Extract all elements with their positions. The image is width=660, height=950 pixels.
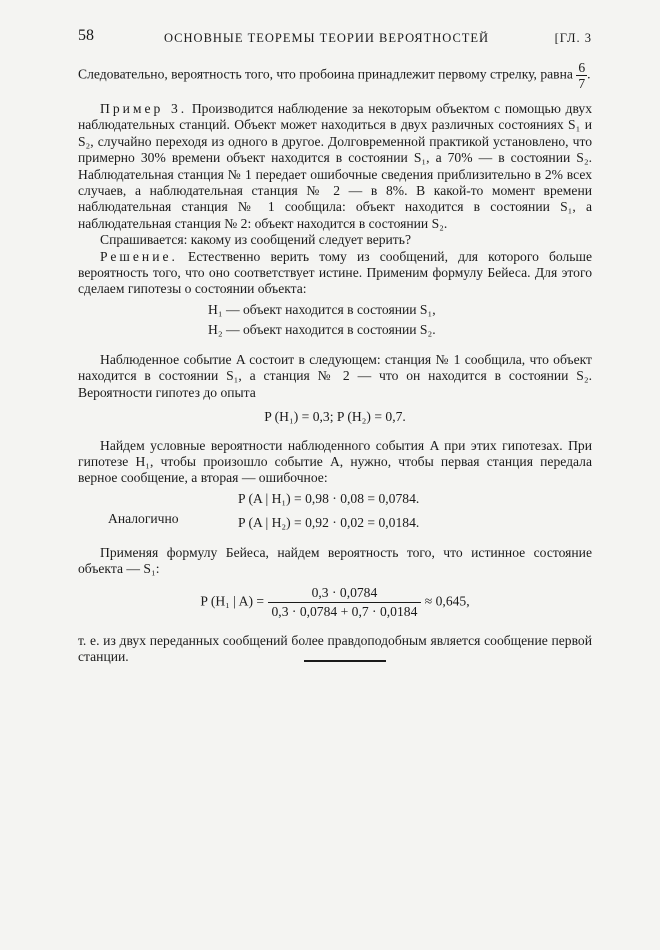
page-number: 58: [78, 27, 94, 44]
equation-cond-h2: P (A | H₂) = 0,92 · 0,02 = 0,0184.: [238, 514, 420, 530]
paragraph-end: .: [587, 66, 591, 82]
running-header: [78, 28, 592, 50]
paragraph-solution: [78, 249, 592, 298]
example-label: Пример 3.: [100, 101, 188, 116]
hypotheses-list: [208, 302, 592, 342]
bayes-numerator: 0,3 · 0,0784: [268, 584, 422, 603]
paragraph-conclusion-prev: [78, 60, 592, 91]
hypothesis-h1: H₁ — объект находится в состоянии S₁,: [208, 301, 436, 317]
equation-bayes: [78, 584, 592, 621]
equation-cond-h1: P (A | H₁) = 0,98 · 0,08 = 0,0784.: [238, 490, 420, 506]
fraction-denominator: 7: [578, 76, 586, 91]
paragraph-text: Следовательно, вероятность того, что пробоина принадлежит первому стрелку, равна: [78, 66, 573, 82]
fraction-numerator: 6: [578, 60, 586, 75]
bayes-lhs: P (H₁ | A) =: [200, 593, 265, 609]
paragraph-apply-bayes: Применяя формулу Бейеса, найдем вероятность того, что истинное состояние объекта — S₁:: [78, 544, 592, 577]
book-page: [78, 28, 592, 665]
solution-text: Естественно верить тому из сообщений, для которого больше вероятность того, что оно соответствует истине. Применим формулу Бейеса. Для этого сделаем гипотезы о состоянии объекта:: [78, 248, 592, 297]
running-title: ОСНОВНЫЕ ТЕОРЕМЫ ТЕОРИИ ВЕРОЯТНОСТЕЙ: [164, 31, 490, 45]
fraction-six-sevenths: [576, 60, 587, 91]
paragraph-conclusion: т. е. из двух переданных сообщений более правдоподобным является сообщение первой станции.: [78, 632, 592, 664]
solution-label: Решение.: [100, 248, 178, 264]
bayes-denominator: 0,3 · 0,0784 + 0,7 · 0,0184: [271, 603, 418, 619]
chapter-marker: [ГЛ. 3: [554, 31, 592, 45]
conditional-equations: [78, 491, 592, 535]
paragraph-conditional: Найдем условные вероятности наблюденного события A при этих гипотезах. При гипотезе H₁, чтобы произошло событие A, нужно, чтобы первая станция передала верное сообщение, а вторая — ошибочное:: [78, 437, 592, 486]
paragraph-example-3: [78, 101, 592, 232]
section-end-rule: [304, 660, 386, 662]
bayes-result: ≈ 0,645,: [424, 593, 470, 609]
paragraph-observed-event: Наблюденное событие A состоит в следующем: станция № 1 сообщила, что объект находится в состоянии S₁, а станция № 2 — что он находится в состоянии S₂. Вероятности гипотез до опыта: [78, 351, 592, 400]
analogously-label: Аналогично: [108, 510, 179, 526]
equation-priors: P (H₁) = 0,3; P (H₂) = 0,7.: [264, 409, 406, 425]
bayes-fraction: [268, 584, 422, 621]
paragraph-question: Спрашивается: какому из сообщений следует верить?: [100, 232, 411, 248]
example-text: Производится наблюдение за некоторым объектом с помощью двух наблюдательных станций. Объект может находиться в двух различных состояниях S₁ и S₂, случайно переходя из одного в другое. Долговременной практикой установлено, что примерно 30% времени объект находится в состоянии S₁, а 70% — в состоянии S₂. Наблюдательная станция № 1 передает ошибочные сведения приблизительно в 2% всех случаев, а наблюдательная станция № 2 — в 8%. В какой-то момент времени наблюдательная станция № 1 сообщила: объект находится в состоянии S₁, а наблюдательная станция № 2: объект находится в состоянии S₂.: [78, 101, 592, 231]
hypothesis-h2: H₂ — объект находится в состоянии S₂.: [208, 321, 436, 337]
